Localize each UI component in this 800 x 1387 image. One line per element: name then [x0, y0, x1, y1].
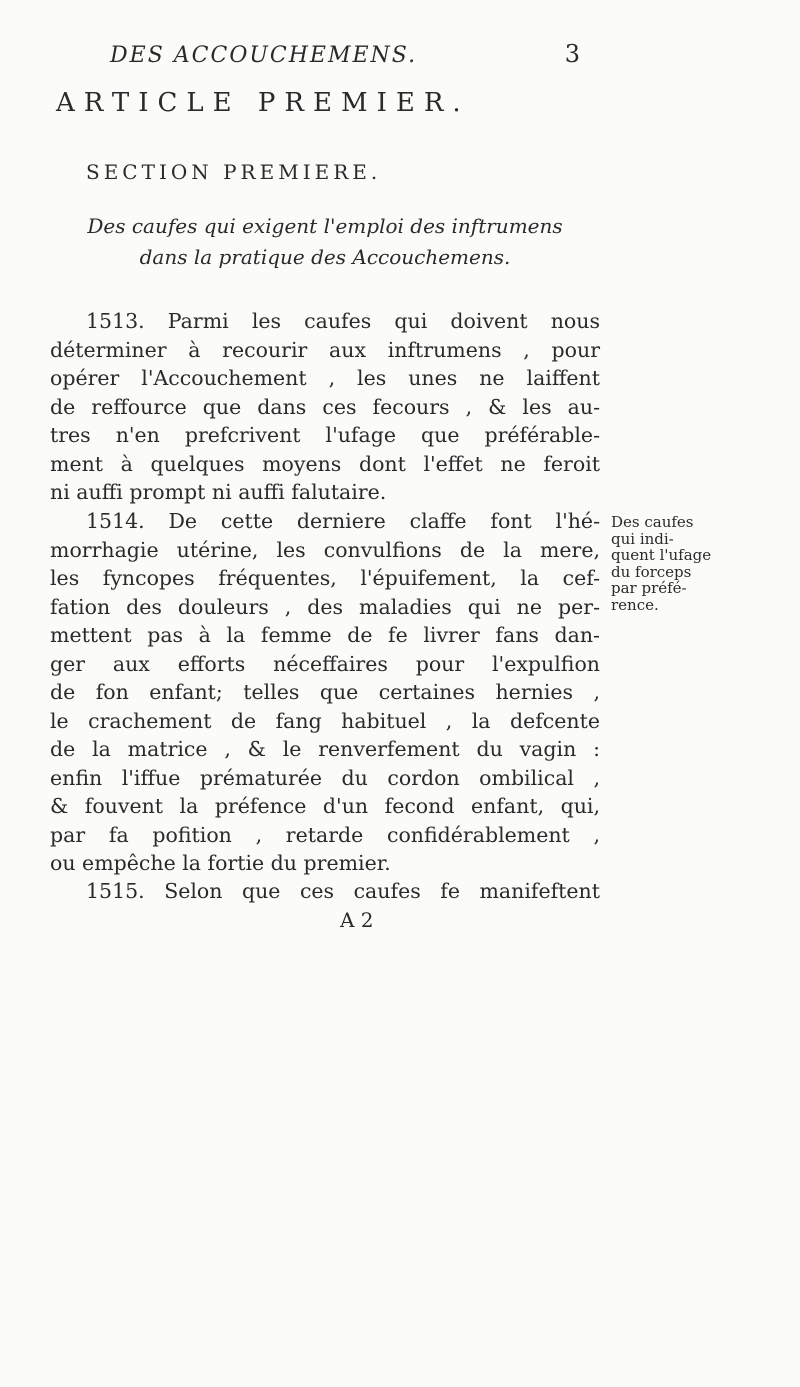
- marginal-note-line: par préfé-: [611, 579, 687, 597]
- signature-mark: A 2: [340, 908, 374, 932]
- page-number: 3: [564, 40, 580, 68]
- section-subtitle-line-1: Des caufes qui exigent l'emploi des inftrumens: [87, 214, 563, 238]
- text-line: 1514. De cette derniere claffe font l'hé-: [86, 509, 600, 533]
- text-line: de reffource que dans ces fecours , & les au-: [50, 394, 600, 419]
- marginal-note-line: quent l'ufage: [611, 546, 712, 564]
- text-line: fation des douleurs , des maladies qui ne per-: [50, 594, 600, 619]
- text-line: ou empêche la fortie du premier.: [50, 851, 391, 875]
- section-subtitle-line-2: dans la pratique des Accouchemens.: [139, 245, 511, 269]
- marginal-note-line: rence.: [611, 595, 659, 614]
- paragraph-1515: [50, 877, 600, 906]
- text-line: le crachement de fang habituel , la defcente: [50, 708, 600, 733]
- text-line: de fon enfant; telles que certaines hernies ,: [50, 680, 600, 704]
- text-line: 1515. Selon que ces caufes fe manifeftent: [86, 879, 600, 903]
- text-line: ment à quelques moyens dont l'effet ne feroit: [50, 451, 600, 476]
- marginal-note: [611, 514, 731, 613]
- text-line: morrhagie utérine, les convulfions de la mere,: [50, 537, 600, 562]
- paragraph-1513: [50, 307, 600, 507]
- text-line: & fouvent la préfence d'un fecond enfant, qui,: [50, 794, 600, 818]
- marginal-note-line: Des caufes: [611, 513, 694, 531]
- marginal-note-line: du forceps: [611, 562, 692, 581]
- text-line: déterminer à recourir aux inftrumens , pour: [50, 337, 600, 362]
- text-line: ger aux efforts néceffaires pour l'expulfion: [50, 651, 600, 676]
- text-line: mettent pas à la femme de fe livrer fans dan-: [50, 623, 600, 647]
- text-line: 1513. Parmi les caufes qui doivent nous: [86, 309, 600, 333]
- marginal-note-line: qui indi-: [611, 529, 674, 548]
- text-line: opérer l'Accouchement , les unes ne laiffent: [50, 366, 600, 390]
- running-title: DES ACCOUCHEMENS.: [110, 43, 418, 68]
- article-title: ARTICLE PREMIER.: [56, 88, 470, 118]
- text-line: enfin l'iffue prématurée du cordon ombilical ,: [50, 765, 600, 790]
- running-head: [110, 40, 580, 68]
- text-line: tres n'en prefcrivent l'ufage que préférable-: [50, 423, 600, 447]
- section-title: SECTION PREMIERE.: [86, 160, 382, 184]
- text-line: de la matrice , & le renverfement du vagin :: [50, 737, 600, 761]
- text-line: ni auffi prompt ni auffi falutaire.: [50, 480, 387, 504]
- paragraph-1514: [50, 507, 600, 878]
- text-line: les fyncopes fréquentes, l'épuifement, la cef-: [50, 566, 600, 590]
- text-line: par fa pofition , retarde confidérablement ,: [50, 822, 600, 847]
